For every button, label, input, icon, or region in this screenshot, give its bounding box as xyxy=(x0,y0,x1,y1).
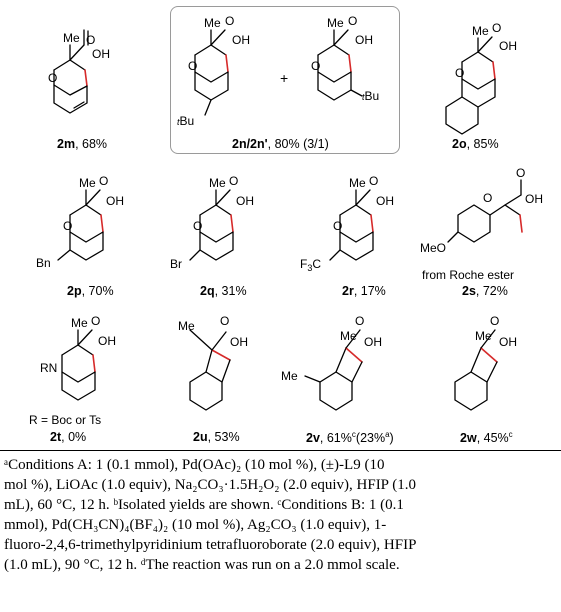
footnote-line: mol %), LiOAc (1.0 equiv), Na₂CO₃·1.5H₂O₂ (2.0 equiv), HFIP (1.0 xyxy=(4,477,416,493)
oh-label: OH xyxy=(236,194,254,208)
footnote-line: ᵃConditions A: 1 (0.1 mmol), Pd(OAc)₂ (10 mol %), (±)-L9 (10 xyxy=(4,457,385,473)
plus-sign: + xyxy=(280,70,289,86)
caption-2t: 2t, 0% xyxy=(50,430,87,444)
f3c-label: $F_3C$ xyxy=(300,257,322,273)
structure-2p xyxy=(36,174,124,270)
o-label: O xyxy=(225,14,235,28)
o-label: O xyxy=(348,14,358,28)
me-label: Me xyxy=(349,176,366,190)
caption-2u: 2u, 53% xyxy=(193,430,240,444)
rn-label: RN xyxy=(40,361,58,375)
o-label: O xyxy=(483,191,493,205)
oh-label: OH xyxy=(230,335,248,349)
me-label: Me xyxy=(472,24,489,38)
o-label: O xyxy=(492,21,502,35)
structure-2v xyxy=(281,314,382,410)
tbu-label: tBu xyxy=(362,89,380,103)
me-label: Me xyxy=(71,316,88,330)
oh-label: OH xyxy=(355,33,373,47)
me-label: Me xyxy=(63,31,80,45)
note-2s: from Roche ester xyxy=(422,268,515,282)
me-label: Me xyxy=(178,319,195,333)
me-label: Me xyxy=(209,176,226,190)
oh-label: OH xyxy=(364,335,382,349)
structure-2q xyxy=(170,174,254,271)
oh-label: OH xyxy=(499,335,517,349)
o-label: O xyxy=(63,219,73,233)
caption-2v: 2v, 61%$^c$(23%$^a$) xyxy=(306,430,394,446)
structure-2m xyxy=(48,30,110,113)
note-2t: R = Boc or Ts xyxy=(29,413,102,427)
me-label: Me xyxy=(475,329,492,343)
me-label: Me xyxy=(204,16,221,30)
o-label: O xyxy=(516,166,526,180)
me-label: Me xyxy=(340,329,357,343)
o-label: O xyxy=(333,219,343,233)
oh-label: OH xyxy=(98,334,116,348)
o-label: O xyxy=(193,219,203,233)
oh-label: OH xyxy=(92,47,110,61)
caption-2p: 2p, 70% xyxy=(67,284,114,298)
br-label: Br xyxy=(170,257,182,271)
oh-label: OH xyxy=(499,39,517,53)
structure-2o xyxy=(446,21,517,134)
footnote-line: mmol), Pd(CH₃CN)₄(BF₄)₂ (10 mol %), Ag₂CO₃ (1.0 equiv), 1- xyxy=(4,517,387,533)
o-label: O xyxy=(369,174,379,188)
caption-2o: 2o, 85% xyxy=(452,137,499,151)
o-label: O xyxy=(229,174,239,188)
oh-label: OH xyxy=(525,192,543,206)
me-label: Me xyxy=(327,16,344,30)
structure-2w xyxy=(455,314,517,410)
o-label: O xyxy=(490,314,500,328)
footnote-line: (1.0 mL), 90 °C, 12 h. ᵈThe reaction was run on a 2.0 mmol scale. xyxy=(4,557,400,573)
o-label: O xyxy=(188,59,198,73)
o-label: O xyxy=(355,314,365,328)
divider xyxy=(0,450,561,451)
o-label: O xyxy=(86,33,96,47)
tbu-label: tBu xyxy=(177,114,195,128)
o-label: O xyxy=(220,314,230,328)
structure-2s xyxy=(420,166,543,255)
bn-label: Bn xyxy=(36,256,51,270)
caption-2n: 2n/2n', 80% (3/1) xyxy=(232,137,329,151)
meo-label: MeO xyxy=(420,241,447,255)
oh-label: OH xyxy=(232,33,250,47)
caption-2w: 2w, 45%$^c$ xyxy=(460,430,513,446)
me-label: Me xyxy=(281,369,298,383)
oh-label: OH xyxy=(106,194,124,208)
structure-2u xyxy=(178,314,248,410)
o-label: O xyxy=(455,66,465,80)
footnote-line: mL), 60 °C, 12 h. ᵇIsolated yields are shown. ᶜConditions B: 1 (0.1 xyxy=(4,497,404,513)
caption-2r: 2r, 17% xyxy=(342,284,386,298)
o-label: O xyxy=(48,71,58,85)
structure-2n-prime xyxy=(311,14,379,103)
structure-2t xyxy=(40,314,116,400)
o-label: O xyxy=(311,59,321,73)
oh-label: OH xyxy=(376,194,394,208)
caption-2m: 2m, 68% xyxy=(57,137,108,151)
structure-2n xyxy=(177,14,250,128)
caption-2q: 2q, 31% xyxy=(200,284,247,298)
structure-2r xyxy=(300,174,394,273)
o-label: O xyxy=(91,314,101,328)
o-label: O xyxy=(99,174,109,188)
footnote-line: fluoro-2,4,6-trimethylpyridinium tetrafluoroborate (2.0 equiv), HFIP xyxy=(4,537,417,553)
me-label: Me xyxy=(79,176,96,190)
footnotes xyxy=(4,455,557,575)
caption-2s: 2s, 72% xyxy=(462,284,508,298)
